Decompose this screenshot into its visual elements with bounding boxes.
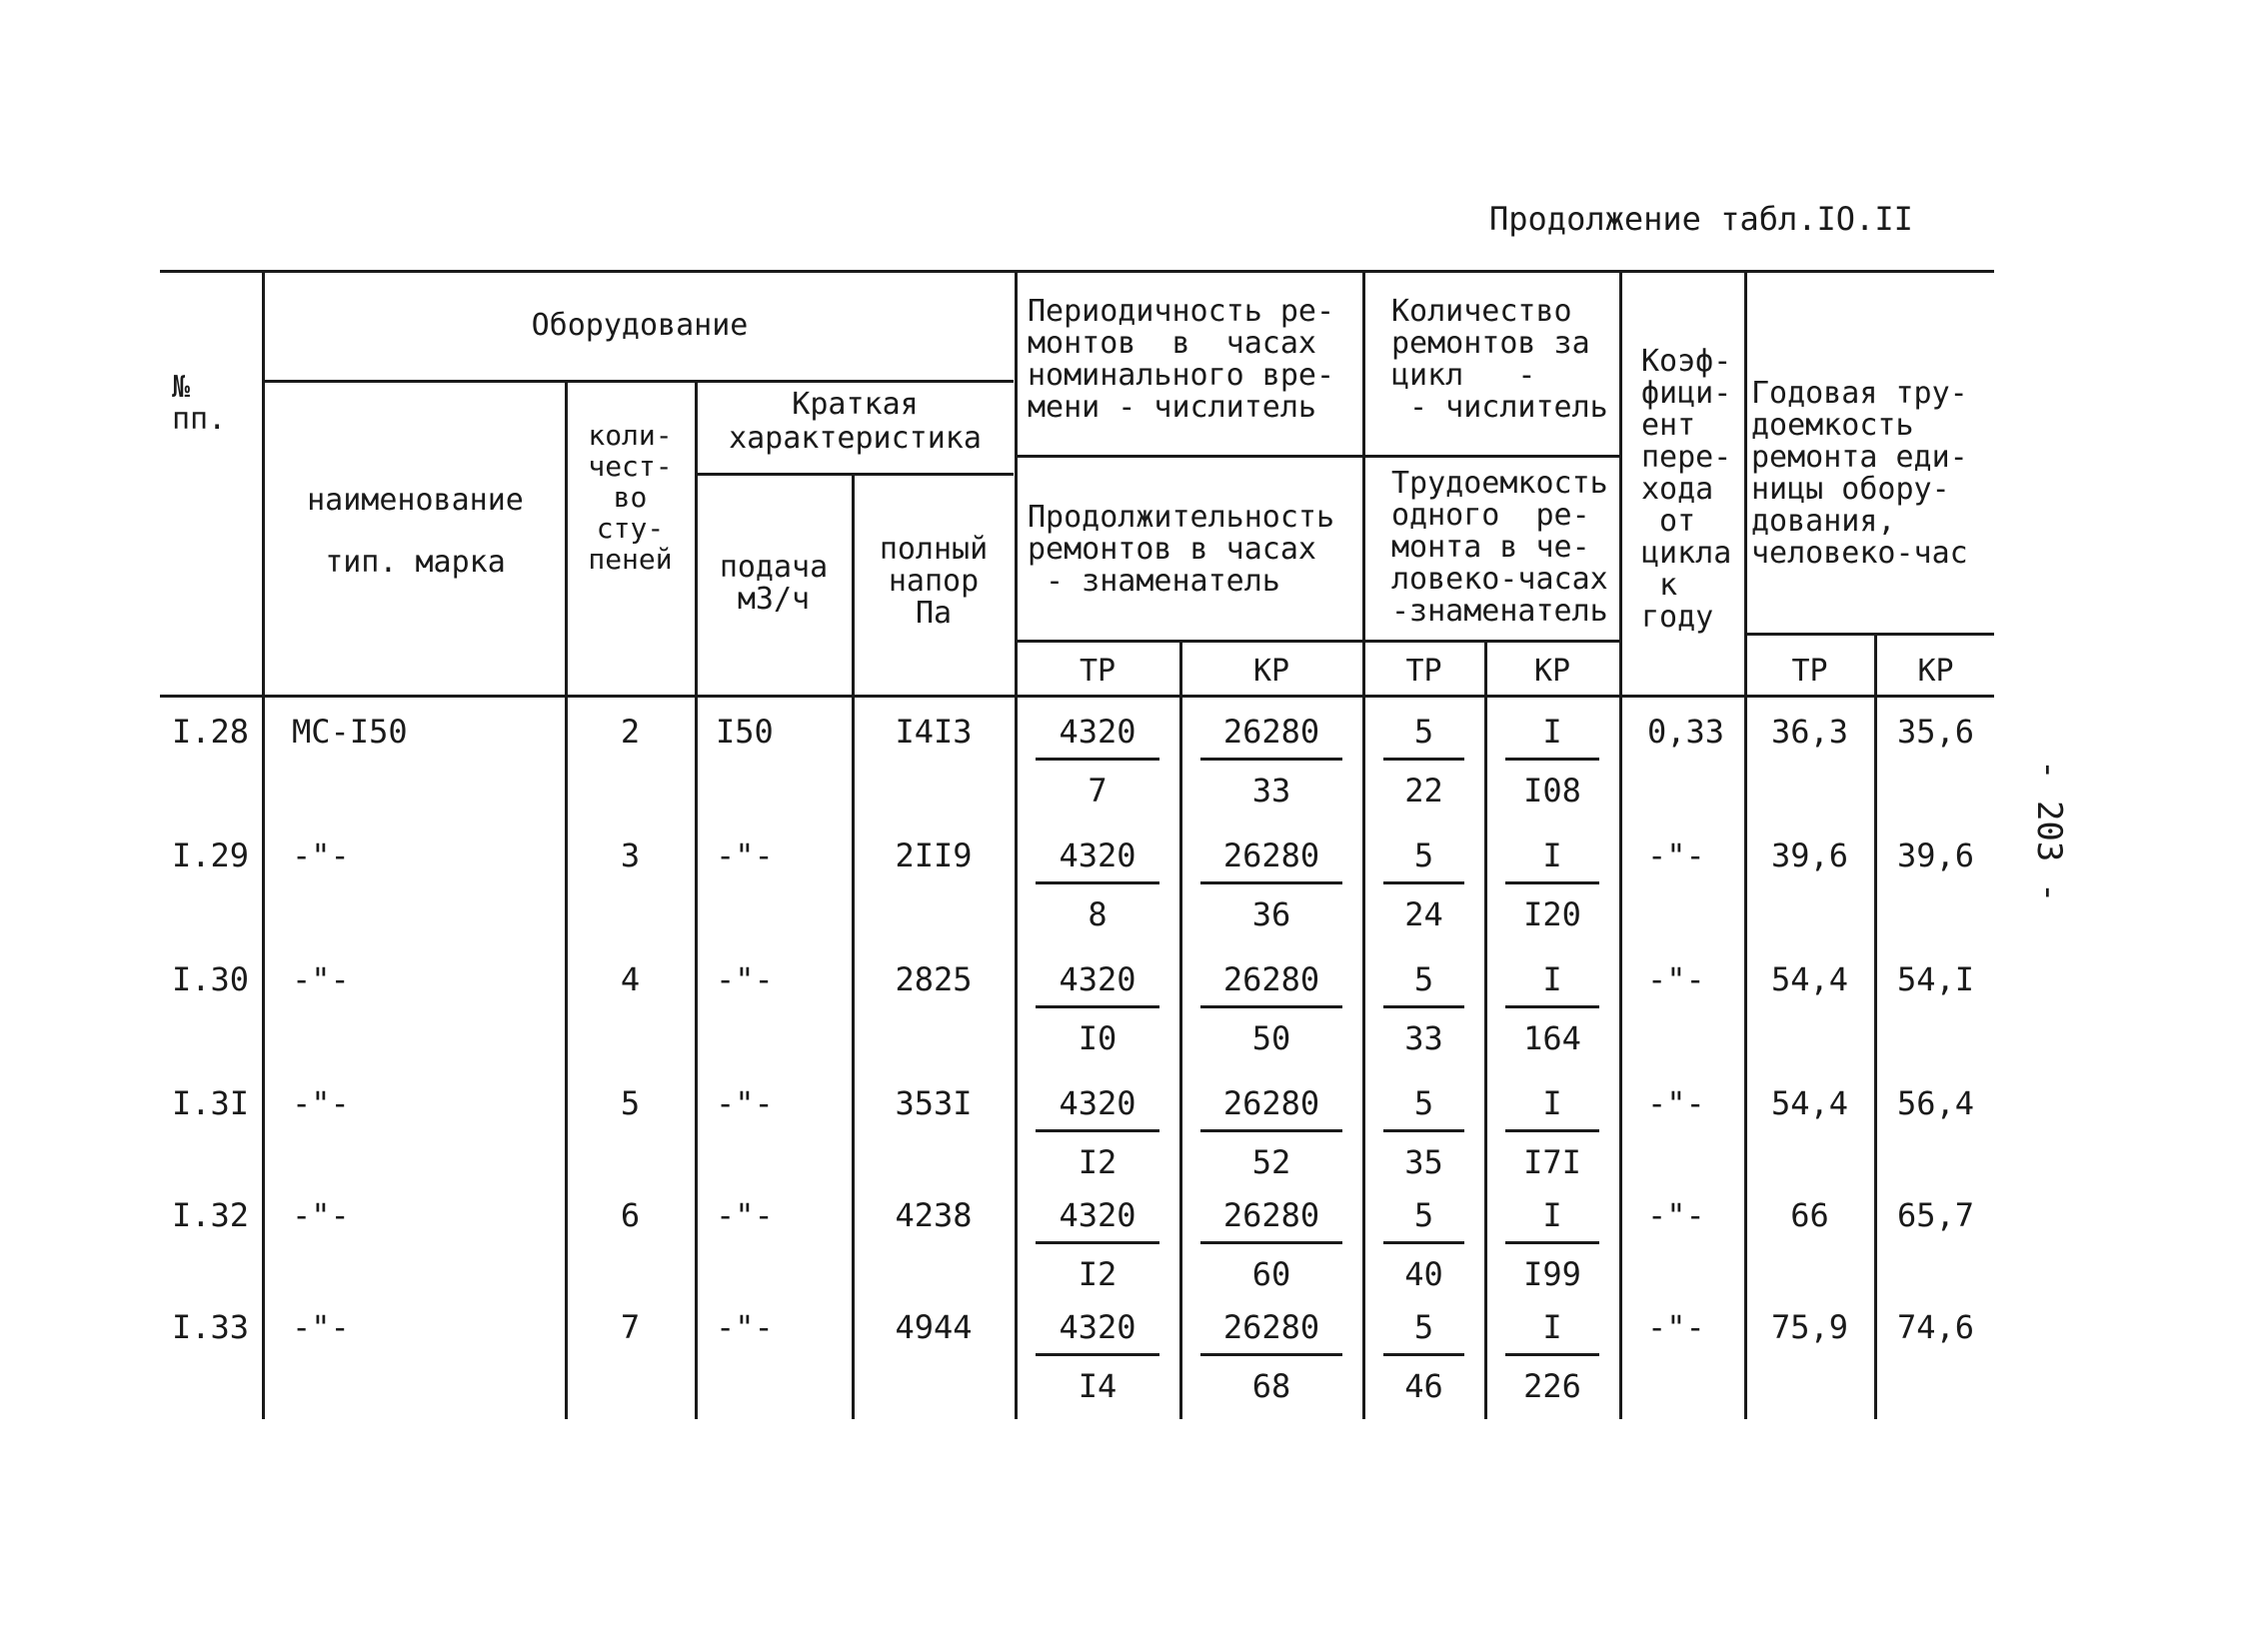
fraction-numerator: I — [1542, 960, 1562, 998]
cell-cnt-tr — [1365, 1083, 1482, 1182]
cell-stages: 5 — [620, 1084, 641, 1122]
fraction-bar — [1505, 1005, 1599, 1008]
fraction-bar — [1505, 1241, 1599, 1244]
fraction-numerator: 5 — [1413, 1308, 1434, 1346]
cell-num: I.33 — [172, 1308, 250, 1346]
header-count: Количество ремонтов за цикл - - числитель — [1391, 296, 1608, 424]
fraction-denominator: 68 — [1251, 1367, 1291, 1405]
cell-feed: I50 — [716, 713, 774, 751]
cell-head: 4238 — [895, 1196, 973, 1234]
cell-cnt-tr — [1365, 959, 1482, 1058]
cell-cnt-tr — [1365, 835, 1482, 934]
fraction-bar — [1200, 1005, 1342, 1008]
cell-feed: -"- — [716, 1196, 774, 1234]
fraction-bar — [1036, 1005, 1159, 1008]
cell-per-tr — [1018, 959, 1177, 1058]
header-coef: Коэф- фици- ент пере- хода от цикла к году — [1641, 346, 1732, 634]
cell-ann-kr: 54,I — [1896, 960, 1975, 998]
fraction-numerator: 4320 — [1059, 713, 1136, 751]
header-bottom-rule — [160, 695, 1994, 698]
cell-feed: -"- — [716, 1084, 774, 1122]
cell-head: I4I3 — [895, 713, 973, 751]
fraction-denominator: I2 — [1078, 1255, 1118, 1293]
table-top-rule — [160, 270, 1994, 273]
fraction-denominator: I08 — [1523, 772, 1581, 810]
fraction-bar — [1200, 1241, 1342, 1244]
fraction-numerator: I — [1542, 836, 1562, 874]
cell-coef: -"- — [1647, 836, 1705, 874]
fraction-numerator: I — [1542, 1084, 1562, 1122]
cell-per-kr — [1182, 712, 1360, 811]
cell-num: I.30 — [172, 960, 250, 998]
cell-per-kr — [1182, 1195, 1360, 1294]
cell-per-kr — [1182, 835, 1360, 934]
cell-head: 2II9 — [895, 836, 973, 874]
header-cnt-tr: ТР — [1405, 656, 1442, 688]
fraction-numerator: 4320 — [1059, 836, 1136, 874]
fraction-bar — [1505, 1129, 1599, 1132]
cell-coef: 0,33 — [1647, 713, 1725, 751]
trkr-right-rule — [1744, 633, 1994, 636]
cell-per-tr — [1018, 712, 1177, 811]
page-number: - 203 - — [2029, 760, 2069, 903]
cell-per-kr — [1182, 1083, 1360, 1182]
fraction-bar — [1383, 1129, 1464, 1132]
fraction-bar — [1383, 1353, 1464, 1356]
fraction-denominator: 8 — [1088, 895, 1108, 933]
fraction-bar — [1200, 881, 1342, 884]
fraction-numerator: 26280 — [1222, 1196, 1320, 1234]
header-periodicity: Периодичность ре- монтов в часах номинального вре- мени - числитель — [1028, 296, 1335, 424]
cell-stages: 4 — [620, 960, 641, 998]
fraction-numerator: 5 — [1413, 836, 1434, 874]
fraction-numerator: 4320 — [1059, 1196, 1136, 1234]
cell-ann-kr: 39,6 — [1896, 836, 1975, 874]
cell-coef: -"- — [1647, 1196, 1705, 1234]
cell-ann-tr: 75,9 — [1770, 1308, 1849, 1346]
fraction-denominator: I20 — [1523, 895, 1581, 933]
cell-cnt-tr — [1365, 1307, 1482, 1406]
fraction-numerator: I — [1542, 1196, 1562, 1234]
header-feed: подача м3/ч — [719, 552, 829, 616]
cell-ann-tr: 54,4 — [1770, 1084, 1849, 1122]
fraction-numerator: I — [1542, 1308, 1562, 1346]
fraction-denominator: I99 — [1523, 1255, 1581, 1293]
fraction-numerator: 5 — [1413, 713, 1434, 751]
fraction-bar — [1036, 758, 1159, 761]
header-labor: Трудоемкость одного ре- монта в че- ловеко-часах -знаменатель — [1391, 468, 1608, 628]
fraction-numerator: 26280 — [1222, 1084, 1320, 1122]
cell-cnt-kr — [1487, 712, 1617, 811]
header-ann-tr: ТР — [1791, 656, 1828, 688]
fraction-bar — [1036, 1241, 1159, 1244]
fraction-bar — [1505, 881, 1599, 884]
fraction-denominator: I2 — [1078, 1143, 1118, 1181]
cell-per-tr — [1018, 1307, 1177, 1406]
cell-ann-tr: 54,4 — [1770, 960, 1849, 998]
header-per-kr: КР — [1252, 656, 1290, 688]
cell-feed: -"- — [716, 960, 774, 998]
fraction-denominator: 7 — [1088, 772, 1108, 810]
fraction-numerator: 26280 — [1222, 713, 1320, 751]
col-rule-cnt-kr — [1619, 270, 1622, 1419]
fraction-bar — [1036, 1353, 1159, 1356]
fraction-bar — [1383, 1241, 1464, 1244]
col-rule-stages — [695, 380, 698, 1419]
cell-ann-kr: 56,4 — [1896, 1084, 1975, 1122]
fraction-denominator: 60 — [1251, 1255, 1291, 1293]
cell-cnt-kr — [1487, 1195, 1617, 1294]
cell-per-kr — [1182, 959, 1360, 1058]
cell-num: I.29 — [172, 836, 250, 874]
fraction-denominator: I7I — [1523, 1143, 1581, 1181]
col-rule-num — [262, 270, 265, 1419]
fraction-bar — [1200, 1129, 1342, 1132]
fraction-denominator: 164 — [1523, 1019, 1581, 1057]
fraction-denominator: 33 — [1251, 772, 1291, 810]
fraction-numerator: 5 — [1413, 1196, 1434, 1234]
fraction-numerator: 5 — [1413, 960, 1434, 998]
cell-cnt-kr — [1487, 1083, 1617, 1182]
cell-per-tr — [1018, 1195, 1177, 1294]
cell-head: 2825 — [895, 960, 973, 998]
cell-cnt-tr — [1365, 712, 1482, 811]
cell-ann-tr: 66 — [1790, 1196, 1829, 1234]
fraction-bar — [1200, 758, 1342, 761]
fraction-bar — [1200, 1353, 1342, 1356]
header-head: полный напор Па — [879, 534, 989, 630]
header-cnt-kr: КР — [1533, 656, 1571, 688]
fraction-numerator: 26280 — [1222, 836, 1320, 874]
fraction-denominator: I4 — [1078, 1367, 1118, 1405]
header-equipment: Оборудование — [531, 310, 749, 342]
cell-num: I.32 — [172, 1196, 250, 1234]
header-name: наименование тип. марка — [307, 483, 524, 580]
cell-name: МС-I50 — [292, 713, 408, 751]
cell-head: 4944 — [895, 1308, 973, 1346]
cell-name: -"- — [292, 1196, 350, 1234]
fraction-bar — [1036, 881, 1159, 884]
fraction-numerator: 4320 — [1059, 1084, 1136, 1122]
fraction-denominator: 52 — [1251, 1143, 1291, 1181]
fraction-denominator: 33 — [1404, 1019, 1443, 1057]
fraction-denominator: 24 — [1404, 895, 1443, 933]
cell-stages: 3 — [620, 836, 641, 874]
cell-stages: 6 — [620, 1196, 641, 1234]
cell-stages: 2 — [620, 713, 641, 751]
cell-name: -"- — [292, 960, 350, 998]
fraction-bar — [1383, 1005, 1464, 1008]
cell-feed: -"- — [716, 836, 774, 874]
fraction-bar — [1036, 1129, 1159, 1132]
cell-coef: -"- — [1647, 960, 1705, 998]
header-ann-kr: КР — [1917, 656, 1954, 688]
trkr-left-rule — [1015, 640, 1619, 643]
periodicity-count-rule — [1015, 455, 1619, 458]
fraction-denominator: 40 — [1404, 1255, 1443, 1293]
cell-per-tr — [1018, 1083, 1177, 1182]
fraction-bar — [1505, 758, 1599, 761]
cell-name: -"- — [292, 1084, 350, 1122]
fraction-denominator: 46 — [1404, 1367, 1443, 1405]
cell-feed: -"- — [716, 1308, 774, 1346]
fraction-bar — [1383, 881, 1464, 884]
cell-name: -"- — [292, 836, 350, 874]
fraction-numerator: 4320 — [1059, 1308, 1136, 1346]
fraction-denominator: 22 — [1404, 772, 1443, 810]
header-num: № пп. — [172, 372, 227, 436]
cell-cnt-kr — [1487, 1307, 1617, 1406]
fraction-numerator: I — [1542, 713, 1562, 751]
table-caption: Продолжение табл.IO.II — [1489, 200, 1913, 238]
fraction-numerator: 4320 — [1059, 960, 1136, 998]
fraction-denominator: 226 — [1523, 1367, 1581, 1405]
cell-ann-kr: 74,6 — [1896, 1308, 1975, 1346]
fraction-numerator: 5 — [1413, 1084, 1434, 1122]
cell-per-tr — [1018, 835, 1177, 934]
header-brief: Краткая характеристика — [729, 388, 982, 456]
cell-head: 353I — [895, 1084, 973, 1122]
cell-num: I.3I — [172, 1084, 250, 1122]
cell-ann-kr: 65,7 — [1896, 1196, 1975, 1234]
cell-stages: 7 — [620, 1308, 641, 1346]
header-stages: коли- чест- во сту- пеней — [588, 420, 673, 575]
equipment-header-rule — [262, 380, 1014, 383]
cell-name: -"- — [292, 1308, 350, 1346]
cell-cnt-kr — [1487, 835, 1617, 934]
header-duration: Продолжительность ремонтов в часах - знаменатель — [1028, 502, 1335, 598]
cell-coef: -"- — [1647, 1084, 1705, 1122]
cell-per-kr — [1182, 1307, 1360, 1406]
fraction-denominator: 35 — [1404, 1143, 1443, 1181]
header-annual: Годовая тру- доемкость ремонта еди- ницы обору- дования, человеко-час — [1751, 378, 1968, 570]
fraction-bar — [1505, 1353, 1599, 1356]
cell-ann-tr: 36,3 — [1770, 713, 1849, 751]
fraction-denominator: 36 — [1251, 895, 1291, 933]
cell-num: I.28 — [172, 713, 250, 751]
cell-cnt-tr — [1365, 1195, 1482, 1294]
header-per-tr: ТР — [1079, 656, 1117, 688]
cell-cnt-kr — [1487, 959, 1617, 1058]
cell-ann-tr: 39,6 — [1770, 836, 1849, 874]
cell-ann-kr: 35,6 — [1896, 713, 1975, 751]
fraction-numerator: 26280 — [1222, 1308, 1320, 1346]
fraction-bar — [1383, 758, 1464, 761]
fraction-denominator: I0 — [1078, 1019, 1118, 1057]
fraction-denominator: 50 — [1251, 1019, 1291, 1057]
cell-coef: -"- — [1647, 1308, 1705, 1346]
fraction-numerator: 26280 — [1222, 960, 1320, 998]
